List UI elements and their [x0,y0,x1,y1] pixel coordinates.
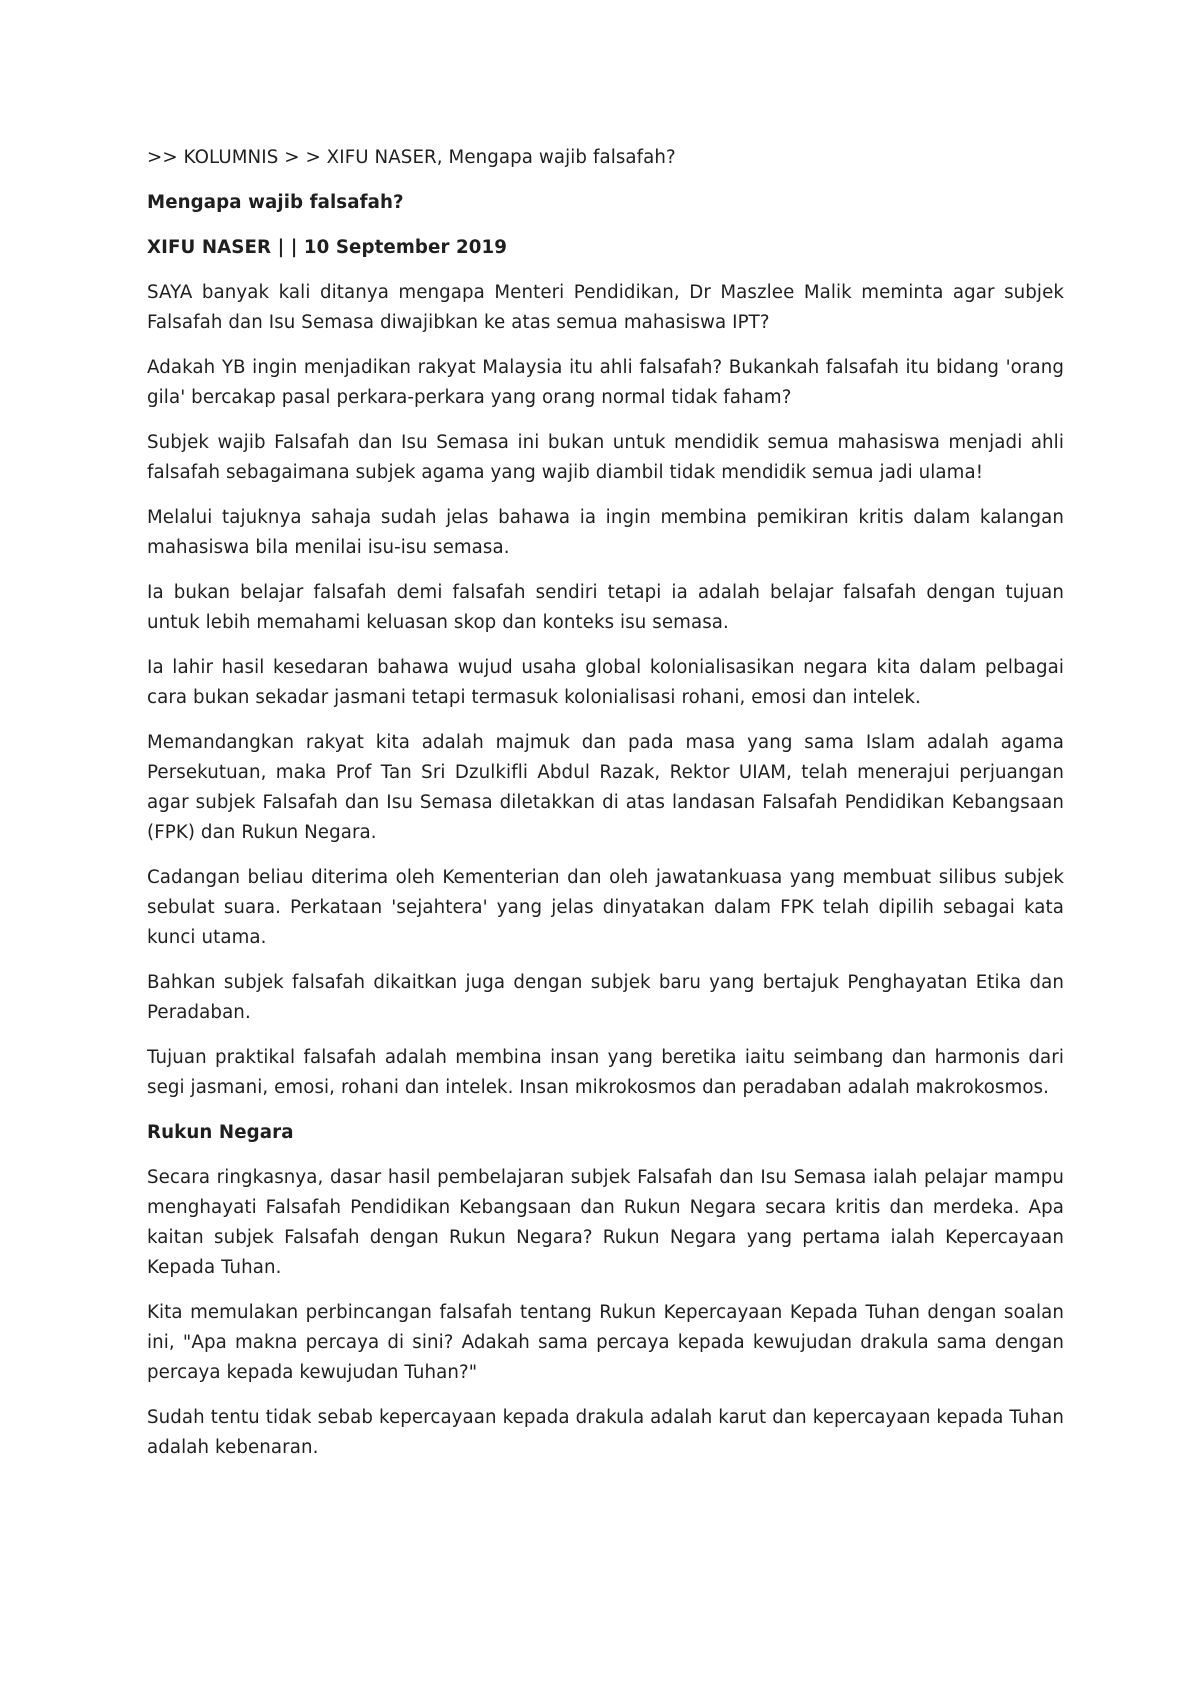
article-body [147,143,1064,1478]
paragraph: Secara ringkasnya, dasar hasil pembelajaran subjek Falsafah dan Isu Semasa ialah pelajar mampu menghayati Falsafah Pendidikan Kebangsaan dan Rukun Negara secara kritis dan merdeka. Apa kaitan subjek Falsafah dengan Rukun Negara? Rukun Negara yang pertama ialah Kepercayaan Kepada Tuhan. [147,1167,1064,1278]
paragraph: Sudah tentu tidak sebab kepercayaan kepada drakula adalah karut dan kepercayaan kepada Tuhan adalah kebenaran. [147,1407,1064,1458]
paragraph: Melalui tajuknya sahaja sudah jelas bahawa ia ingin membina pemikiran kritis dalam kalangan mahasiswa bila menilai isu-isu semasa. [147,507,1064,558]
paragraph: Tujuan praktikal falsafah adalah membina insan yang beretika iaitu seimbang dan harmonis dari segi jasmani, emosi, rohani dan intelek. Insan mikrokosmos dan peradaban adalah makrokosmos. [147,1047,1064,1098]
paragraph: Cadangan beliau diterima oleh Kementerian dan oleh jawatankuasa yang membuat silibus subjek sebulat suara. Perkataan 'sejahtera' yang jelas dinyatakan dalam FPK telah dipilih sebagai kata kunci utama. [147,867,1064,948]
paragraph: Kita memulakan perbincangan falsafah tentang Rukun Kepercayaan Kepada Tuhan dengan soalan ini, "Apa makna percaya di sini? Adakah sama percaya kepada kewujudan drakula sama dengan percaya kepada kewujudan Tuhan?" [147,1302,1064,1383]
section-heading: Rukun Negara [147,1122,294,1143]
paragraph: Adakah YB ingin menjadikan rakyat Malaysia itu ahli falsafah? Bukankah falsafah itu bidang 'orang gila' bercakap pasal perkara-perkara yang orang normal tidak faham? [147,357,1064,408]
paragraph: Ia bukan belajar falsafah demi falsafah sendiri tetapi ia adalah belajar falsafah dengan tujuan untuk lebih memahami keluasan skop dan konteks isu semasa. [147,582,1064,633]
breadcrumb: >> KOLUMNIS > > XIFU NASER, Mengapa wajib falsafah? [147,147,676,168]
paragraph: Subjek wajib Falsafah dan Isu Semasa ini bukan untuk mendidik semua mahasiswa menjadi ahli falsafah sebagaimana subjek agama yang wajib diambil tidak mendidik semua jadi ulama! [147,432,1064,483]
byline: XIFU NASER | | 10 September 2019 [147,237,507,258]
article-title: Mengapa wajib falsafah? [147,192,404,213]
paragraph: Bahkan subjek falsafah dikaitkan juga dengan subjek baru yang bertajuk Penghayatan Etika dan Peradaban. [147,972,1064,1023]
paragraph: SAYA banyak kali ditanya mengapa Menteri Pendidikan, Dr Maszlee Malik meminta agar subjek Falsafah dan Isu Semasa diwajibkan ke atas semua mahasiswa IPT? [147,282,1064,333]
paragraph: Ia lahir hasil kesedaran bahawa wujud usaha global kolonialisasikan negara kita dalam pelbagai cara bukan sekadar jasmani tetapi termasuk kolonialisasi rohani, emosi dan intelek. [147,657,1064,708]
paragraph: Memandangkan rakyat kita adalah majmuk dan pada masa yang sama Islam adalah agama Persekutuan, maka Prof Tan Sri Dzulkifli Abdul Razak, Rektor UIAM, telah menerajui perjuangan agar subjek Falsafah dan Isu Semasa diletakkan di atas landasan Falsafah Pendidikan Kebangsaan (FPK) dan Rukun Negara. [147,732,1064,843]
